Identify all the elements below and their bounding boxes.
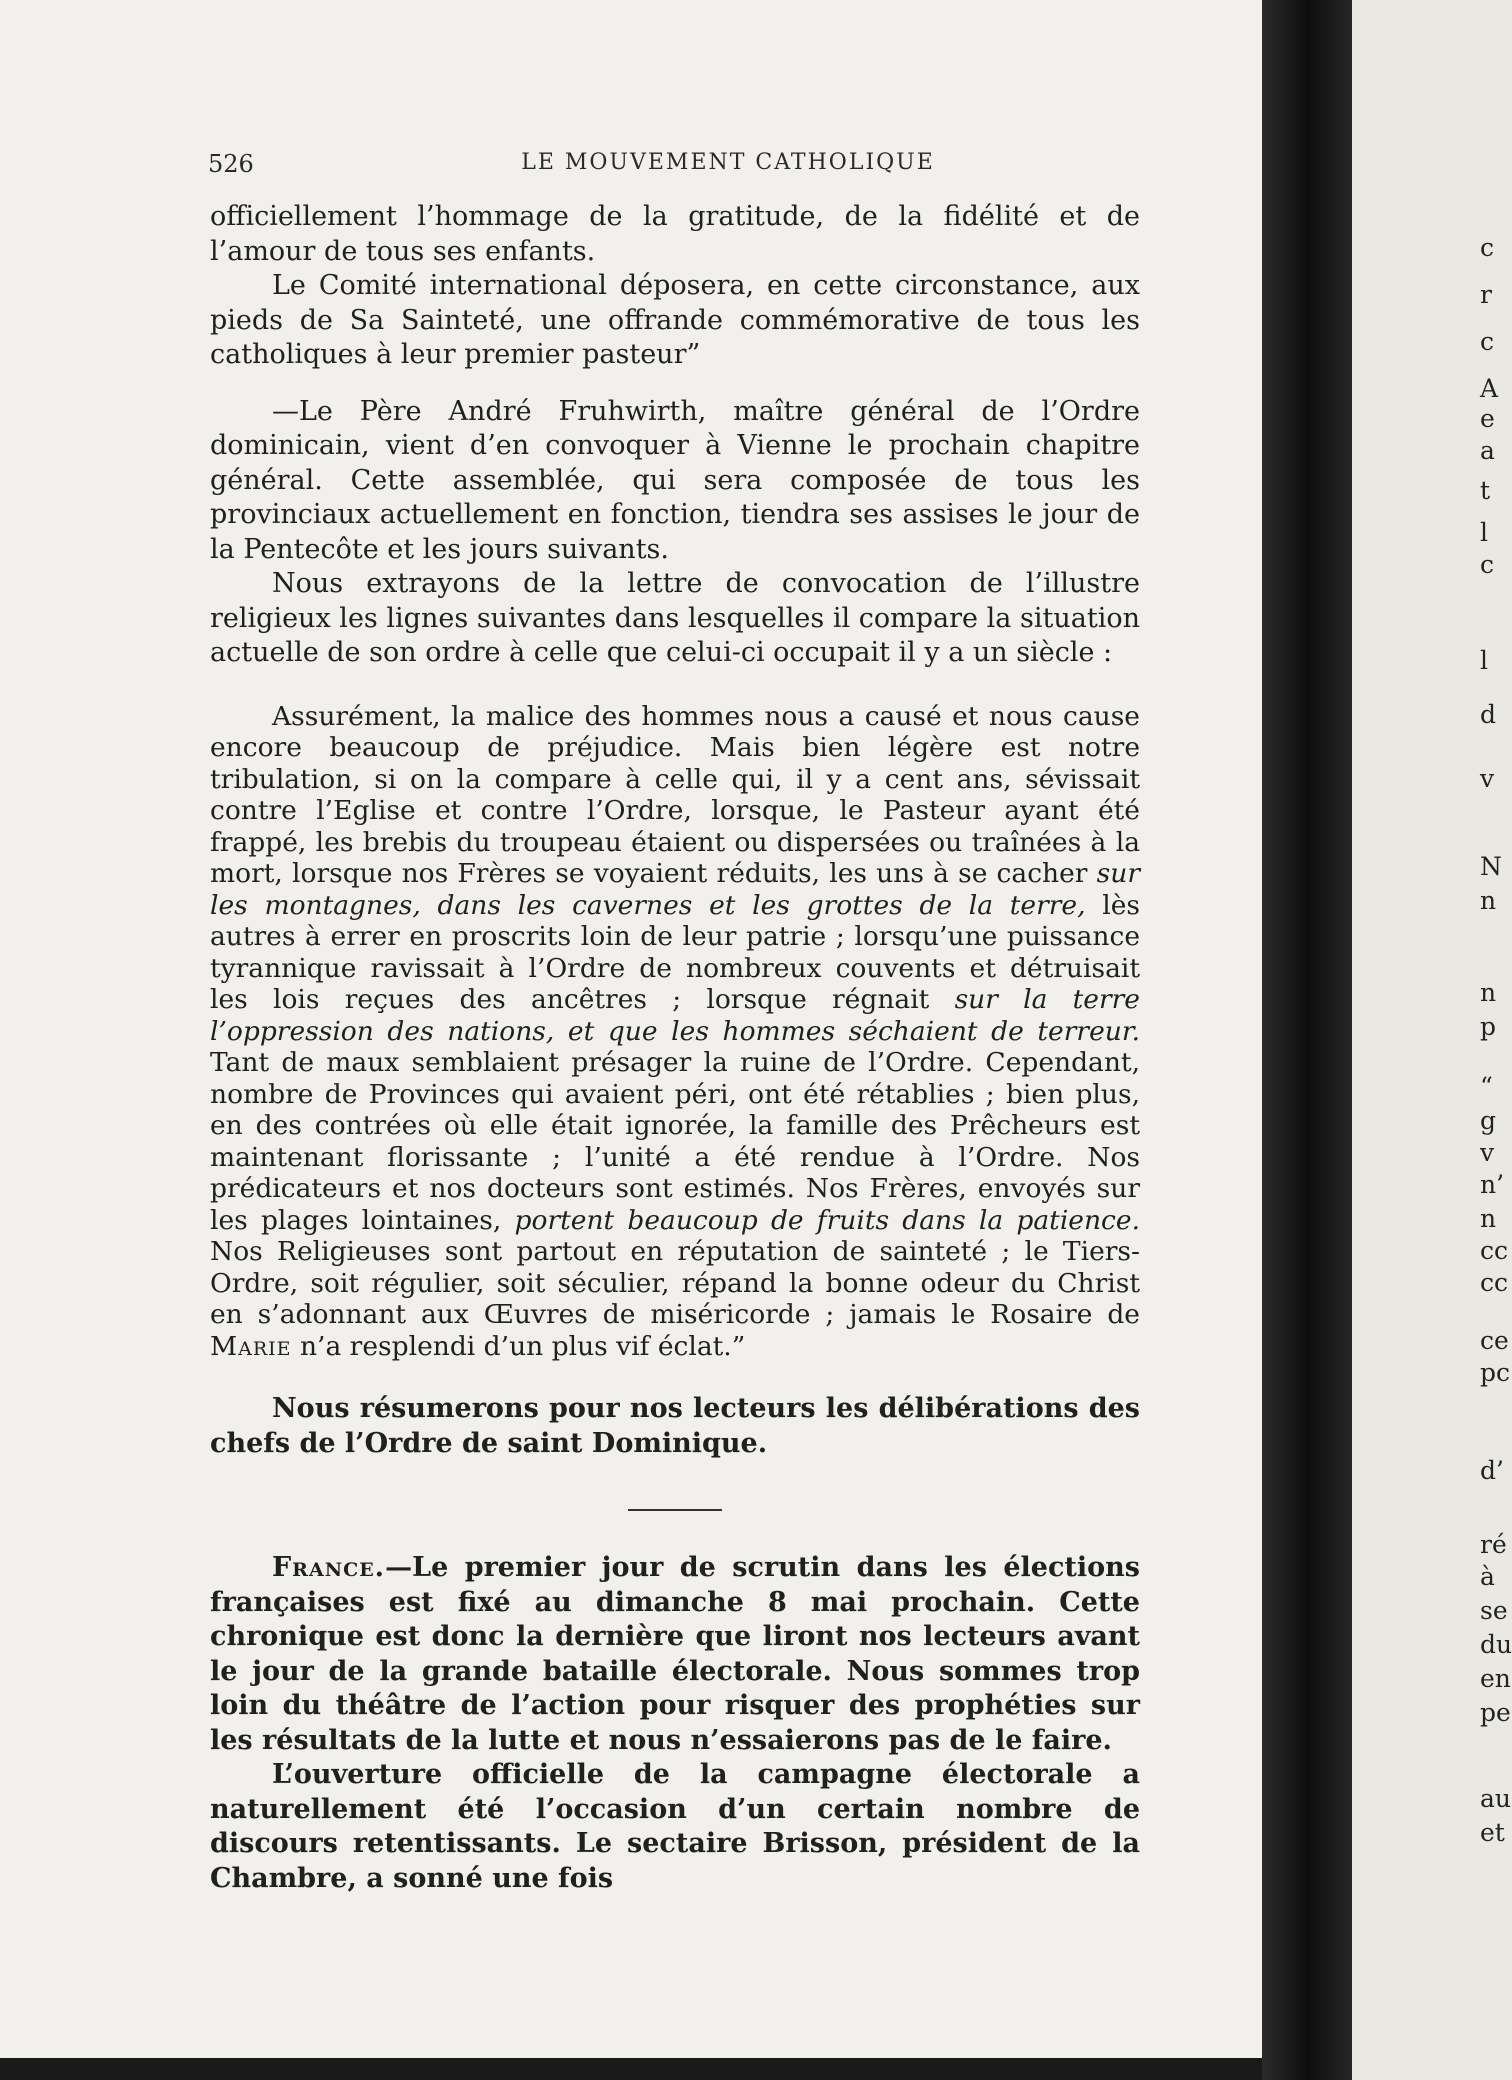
facing-page-fragment: ré — [1480, 1530, 1507, 1559]
quotation-block — [210, 701, 1140, 1363]
facing-page-fragment: p — [1480, 1012, 1497, 1041]
facing-page-fragment: N — [1480, 852, 1502, 881]
facing-page-fragment: n — [1480, 1204, 1497, 1233]
facing-page-fragment: v — [1480, 1138, 1495, 1167]
quote-text-b: lès autres à errer en proscrits loin de leur patrie ; lorsqu’une puissance tyrannique ravissait à l’Ordre de nombreux couvents et détruisait les lois reçues des ancêtres ; lorsque régnait — [210, 889, 1140, 1015]
facing-page-fragment: r — [1480, 280, 1492, 309]
quote-text-c: Tant de maux semblaient présager la ruine de l’Ordre. Cependant, nombre de Provinces qui avaient péri, ont été rétablies ; bien plus, en des contrées où elle était ignorée, la famille des Prêcheurs est maintenant florissante ; l’unité a été rendue à l’Ordre. Nos prédicateurs et nos docteurs sont estimés. Nos Frères, envoyés sur les plages lointaines, — [210, 1047, 1140, 1236]
facing-page-fragment: c — [1480, 233, 1495, 262]
facing-page-fragment: A — [1480, 374, 1499, 403]
section-divider — [628, 1509, 722, 1511]
facing-page-fragment: c — [1480, 550, 1495, 579]
paragraph-france-text: —Le premier jour de scrutin dans les élections françaises est fixé au dimanche 8 mai prochain. Cette chronique est donc la dernière que liront nos lecteurs avant le jour de la grande bataille électorale. Nous sommes trop loin du théâtre de l’action pour risquer des prophéties sur les résultats de la lutte et nous n’essaierons pas de le faire. — [210, 1552, 1140, 1756]
facing-page-fragment: au — [1480, 1784, 1512, 1813]
facing-page-fragment: l — [1480, 518, 1488, 547]
facing-page-fragment: et — [1480, 1818, 1505, 1847]
facing-page-fragment: e — [1480, 404, 1495, 433]
paragraph-ouverture: L’ouverture officielle de la campagne électorale a naturellement été l’occasion d’un certain nombre de discours retentissants. Le sectaire Brisson, président de la Chambre, a sonné une fois — [210, 1759, 1140, 1894]
facing-page-fragment: cc — [1480, 1236, 1509, 1265]
facing-page-fragment: à — [1480, 1562, 1495, 1591]
facing-page-fragment: g — [1480, 1106, 1497, 1135]
quote-text-d: Nos Religieuses sont partout en réputation de sainteté ; le Tiers-Ordre, soit régulier, soit séculier, répand la bonne odeur du Christ en s’adonnant aux Œuvres de miséricorde ; jamais le Rosaire de — [210, 1236, 1140, 1330]
body-text — [210, 200, 1140, 1896]
facing-page-fragment: v — [1480, 764, 1495, 793]
paragraph-fruhwirth: —Le Père André Fruhwirth, maître général de l’Ordre dominicain, vient d’en convoquer à Vienne le prochain chapitre général. Cette assemblée, qui sera composée de tous les provinciaux actuellement en fonction, tiendra ses assises le jour de la Pentecôte et les jours suivants. — [210, 395, 1140, 565]
facing-page-fragment: d’ — [1480, 1456, 1504, 1485]
facing-page-fragment: c — [1480, 327, 1495, 356]
facing-page-fragment: en — [1480, 1664, 1511, 1693]
quote-marie: Marie — [210, 1330, 292, 1362]
quote-italic-patience: portent beaucoup de fruits dans la patience. — [514, 1204, 1140, 1236]
facing-page-fragment: a — [1480, 436, 1495, 465]
facing-page-fragment: se — [1480, 1596, 1508, 1625]
section-heading-france: France. — [272, 1552, 386, 1583]
facing-page-fragment: du — [1480, 1630, 1512, 1659]
paragraph-comite: Le Comité international déposera, en cette circonstance, aux pieds de Sa Sainteté, une offrande commémorative de tous les catholiques à leur premier pasteur” — [210, 270, 1140, 370]
facing-page-fragment: n — [1480, 886, 1497, 915]
running-head — [208, 150, 1248, 186]
paragraph-france — [210, 1551, 1140, 1758]
quote-italic-montagnes: sur les montagnes, dans les cavernes et les grottes de la terre, — [210, 858, 1140, 921]
paragraph-resumerons: Nous résumerons pour nos lecteurs les délibérations des chefs de l’Ordre de saint Dominique. — [210, 1393, 1140, 1459]
facing-page-fragment: pe — [1480, 1698, 1511, 1727]
facing-page-edge — [1352, 0, 1512, 2080]
page-number: 526 — [208, 150, 254, 178]
book-gutter — [1262, 0, 1352, 2080]
facing-page-fragment: n — [1480, 978, 1497, 1007]
facing-page-fragment: pc — [1480, 1358, 1511, 1387]
facing-page-fragment: cc — [1480, 1268, 1509, 1297]
facing-page-fragment: d — [1480, 700, 1497, 729]
facing-page-fragment: ce — [1480, 1326, 1509, 1355]
paragraph-extrait: Nous extrayons de la lettre de convocation de l’illustre religieux les lignes suivantes dans lesquelles il compare la situation actuelle de son ordre à celle que celui-ci occupait il y a un siècle : — [210, 568, 1140, 668]
quote-text-e: n’a resplendi d’un plus vif éclat.” — [291, 1330, 746, 1362]
facing-page-fragment: n’ — [1480, 1170, 1505, 1199]
facing-page-fragment: “ — [1480, 1072, 1493, 1101]
quote-italic-oppression: sur la terre l’oppression des nations, et que les hommes séchaient de terreur. — [210, 984, 1140, 1047]
quote-text-a: Assurément, la malice des hommes nous a causé et nous cause encore beaucoup de préjudice. Mais bien légère est notre tribulation, si on la compare à celle qui, il y a cent ans, sévissait contre l’Eglise et contre l’Ordre, lorsque, le Pasteur ayant été frappé, les brebis du troupeau étaient ou dispersées ou traînées à la mort, lorsque nos Frères se voyaient réduits, les uns à se cacher — [210, 700, 1140, 889]
facing-page-fragment: t — [1480, 476, 1491, 505]
running-title: LE MOUVEMENT CATHOLIQUE — [521, 150, 935, 175]
scan-border — [0, 2058, 1262, 2080]
paragraph-continuation: officiellement l’hommage de la gratitude, de la fidélité et de l’amour de tous ses enfants. — [210, 201, 1140, 267]
facing-page-fragment: l — [1480, 646, 1488, 675]
